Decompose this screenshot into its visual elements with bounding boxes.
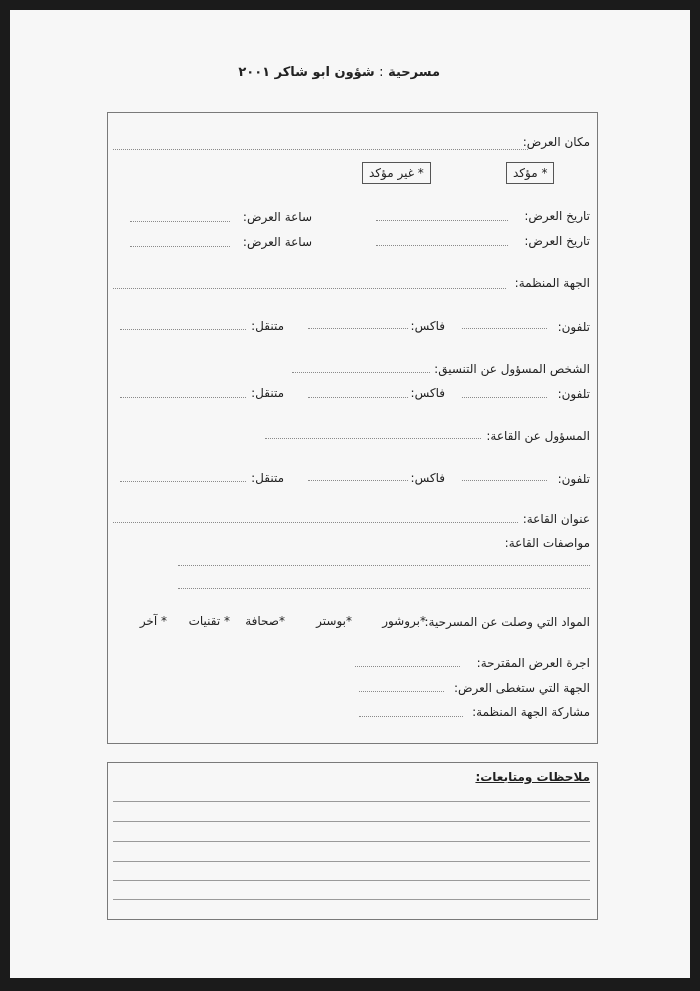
mobile-field-3[interactable]	[120, 481, 246, 482]
fee-field[interactable]	[355, 666, 460, 667]
title-main: شؤون ابو شاكر ٢٠٠١	[238, 65, 375, 80]
date-label-1: تاريخ العرض:	[524, 209, 590, 223]
hall-specs-line-1[interactable]	[178, 565, 590, 566]
fee-label: اجرة العرض المقترحة:	[476, 656, 590, 670]
hall-manager-label: المسؤول عن القاعة:	[486, 429, 590, 443]
notes-line-2[interactable]	[113, 821, 590, 822]
hall-specs-line-2[interactable]	[178, 588, 590, 589]
date-field-1[interactable]	[376, 220, 508, 221]
fax-label-2: فاكس:	[410, 386, 445, 400]
fax-label-1: فاكس:	[410, 319, 445, 333]
covering-party-label: الجهة التي ستغطى العرض:	[453, 681, 590, 695]
mobile-label-2: متنقل:	[251, 386, 284, 400]
fax-field-3[interactable]	[308, 480, 408, 481]
fax-field-1[interactable]	[308, 328, 408, 329]
mobile-label-1: متنقل:	[251, 319, 284, 333]
organizer-share-label: مشاركة الجهة المنظمة:	[472, 705, 590, 719]
time-label-1: ساعة العرض:	[242, 210, 312, 224]
materials-label: المواد التي وصلت عن المسرحية:	[424, 615, 590, 629]
phone-field-1[interactable]	[462, 328, 547, 329]
organizer-label: الجهة المنظمة:	[514, 276, 590, 290]
venue-label: مكان العرض:	[522, 135, 590, 149]
fax-field-2[interactable]	[308, 397, 408, 398]
hall-address-label: عنوان القاعة:	[522, 512, 590, 526]
mobile-label-3: متنقل:	[251, 471, 284, 485]
coordinator-field[interactable]	[292, 372, 430, 373]
covering-party-field[interactable]	[359, 691, 444, 692]
hall-address-field[interactable]	[113, 522, 518, 523]
notes-line-6[interactable]	[113, 899, 590, 900]
phone-label-3: تلفون:	[557, 472, 590, 486]
hall-manager-field[interactable]	[265, 438, 481, 439]
material-brochure-option[interactable]: *بروشور	[382, 614, 426, 628]
phone-field-3[interactable]	[462, 480, 547, 481]
notes-line-4[interactable]	[113, 861, 590, 862]
time-field-1[interactable]	[130, 221, 230, 222]
main-form-box	[107, 112, 598, 744]
date-label-2: تاريخ العرض:	[524, 234, 590, 248]
fax-label-3: فاكس:	[410, 471, 445, 485]
notes-line-1[interactable]	[113, 801, 590, 802]
material-other-option[interactable]: * آخر	[139, 614, 167, 628]
material-press-option[interactable]: *صحافة	[245, 614, 285, 628]
material-tech-option[interactable]: * تقنيات	[188, 614, 230, 628]
time-label-2: ساعة العرض:	[242, 235, 312, 249]
notes-line-5[interactable]	[113, 880, 590, 881]
coordinator-label: الشخص المسؤول عن التنسيق:	[434, 362, 590, 376]
title-prefix: مسرحية	[388, 65, 440, 80]
phone-label-2: تلفون:	[557, 387, 590, 401]
organizer-field[interactable]	[113, 288, 506, 289]
notes-line-3[interactable]	[113, 841, 590, 842]
date-field-2[interactable]	[376, 245, 508, 246]
phone-field-2[interactable]	[462, 397, 547, 398]
material-poster-option[interactable]: *بوستر	[316, 614, 352, 628]
time-field-2[interactable]	[130, 246, 230, 247]
unconfirmed-checkbox[interactable]: * غير مؤكد	[362, 162, 431, 184]
hall-specs-label: مواصفات القاعة:	[504, 536, 590, 550]
page-title	[238, 65, 440, 80]
confirmed-checkbox[interactable]: * مؤكد	[506, 162, 554, 184]
phone-label-1: تلفون:	[557, 320, 590, 334]
venue-field[interactable]	[113, 149, 528, 150]
form-page	[10, 10, 690, 978]
mobile-field-2[interactable]	[120, 397, 246, 398]
organizer-share-field[interactable]	[359, 716, 463, 717]
title-separator: :	[379, 65, 384, 80]
mobile-field-1[interactable]	[120, 329, 246, 330]
notes-label: ملاحظات ومتابعات:	[475, 770, 590, 784]
